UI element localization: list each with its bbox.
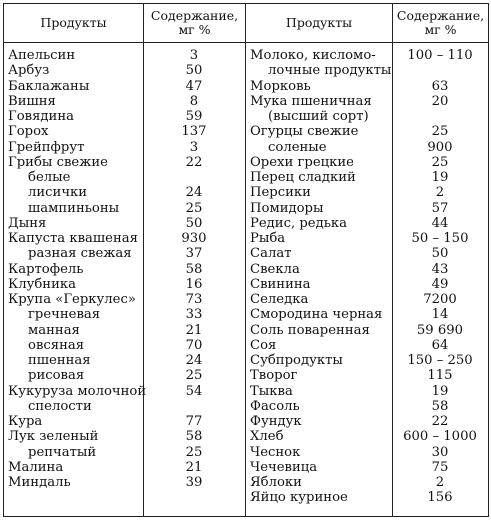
product-name: Смородина черная [250,307,383,323]
product-name: Баклажаны [8,78,90,94]
product-name: Тыква [250,383,293,399]
product-name: Яблоки [250,475,302,490]
product-name: Салат [250,246,292,262]
product-name: Огурцы свежие [250,124,359,140]
product-name: Чечевица [250,459,318,475]
product-name: Рыба [250,231,286,246]
sodium-value: 900 [427,139,453,155]
sodium-value: 8 [189,93,199,109]
sodium-value: 54 [185,383,203,399]
product-name: разная свежая [28,246,132,262]
product-name: лочные продукты [268,63,392,79]
sodium-value: 37 [185,246,203,262]
sodium-value: 30 [431,444,449,460]
sodium-value: 600 – 1000 [403,429,477,445]
sodium-value: 57 [431,200,449,216]
product-name: Миндаль [8,475,71,490]
sodium-value: 50 [185,63,203,79]
sodium-value: 59 [185,109,203,124]
sodium-value: 24 [185,353,203,368]
product-name: Вишня [8,93,56,109]
product-name: Помидоры [250,200,324,216]
product-name: лисички [28,185,88,201]
product-name: шампиньоны [28,200,120,216]
product-name: Творог [250,368,298,384]
sodium-value: 137 [181,124,207,140]
product-name: Селедка [250,292,309,307]
sodium-value: 3 [189,139,199,155]
sodium-value: 47 [185,78,203,94]
sodium-value: 70 [185,337,203,353]
sodium-value: 75 [431,459,449,475]
sodium-value: 20 [431,93,449,109]
sodium-value: 59 690 [416,322,464,338]
product-name: Картофель [8,261,84,277]
product-name: Морковь [250,78,311,94]
sodium-value: 44 [431,215,449,231]
product-name: Фундук [250,414,302,429]
sodium-value: 150 – 250 [407,353,473,368]
product-name: Лук зеленый [8,429,99,445]
product-name: Говядина [8,109,74,124]
sodium-value: 100 – 110 [407,48,473,63]
product-name: манная [28,322,80,338]
product-name: Дыня [8,215,47,231]
product-name: Соя [250,337,277,353]
sodium-value: 115 [427,368,453,384]
sodium-value: 22 [431,414,449,429]
product-name: овсяная [28,337,85,353]
header-content-right [393,4,488,42]
sodium-value: 156 [427,490,453,506]
product-name: Молоко, кисломо- [250,48,376,63]
product-name: гречневая [28,307,101,323]
product-name: Свекла [250,261,300,277]
sodium-value: 7200 [423,292,457,307]
sodium-value: 19 [431,383,449,399]
sodium-value: 43 [431,261,449,277]
header-content-left [144,4,245,42]
sodium-value: 58 [185,261,203,277]
sodium-value: 930 [181,231,207,246]
product-name: Хлеб [250,429,284,445]
sodium-value: 50 [185,215,203,231]
sodium-value: 33 [185,307,203,323]
product-name: Горох [8,124,49,140]
header-products-right: Продукты [285,15,353,30]
product-name: Субпродукты [250,353,343,368]
product-name: Грибы свежие [8,154,108,170]
sodium-value: 21 [185,322,203,338]
sodium-value: 25 [185,444,203,460]
product-name: Фасоль [250,398,300,414]
sodium-value: 24 [185,185,203,201]
product-name: Кура [8,414,43,429]
sodium-value: 50 [431,246,449,262]
sodium-value: 77 [185,414,203,429]
product-name: Орехи грецкие [250,154,354,170]
sodium-value: 14 [431,307,449,323]
sodium-value: 64 [431,337,449,353]
product-name: Яйцо куриное [250,490,348,506]
sodium-value: 49 [431,276,449,292]
product-name: Малина [8,459,64,475]
sodium-value: 58 [185,429,203,445]
product-name: репчатый [28,444,97,460]
sodium-value: 2 [435,475,445,490]
sodium-value: 39 [185,475,203,490]
header-content-unit: мг % [178,22,211,37]
product-name: пшенная [28,353,91,368]
product-name: Редис, редька [250,215,348,231]
product-name: Апельсин [8,48,76,63]
sodium-value: 25 [431,124,449,140]
product-name: (высший сорт) [268,109,369,124]
sodium-value: 25 [185,200,203,216]
sodium-value: 21 [185,459,203,475]
sodium-value: 16 [185,276,203,292]
product-name: Мука пшеничная [250,93,372,109]
sodium-value: 50 – 150 [411,231,469,246]
product-name: Крупа «Геркулес» [8,292,136,307]
product-name: Грейпфрут [8,139,85,155]
sodium-value: 19 [431,170,449,185]
sodium-value: 63 [431,78,449,94]
product-name: соленые [268,139,327,155]
product-name: Чеснок [250,444,301,460]
product-name: Перец сладкий [250,170,356,185]
header-content-label: Содержание, [396,8,485,23]
header-content-unit: мг % [424,22,457,37]
sodium-value: 22 [185,154,203,170]
sodium-value: 25 [431,154,449,170]
sodium-value: 3 [189,48,199,63]
sodium-content-table [3,3,489,517]
product-name: Кукуруза молочной [8,383,147,399]
header-products-left: Продукты [40,15,107,30]
column-divider [245,4,246,516]
product-name: Соль поваренная [250,322,370,338]
sodium-value: 73 [185,292,203,307]
product-name: рисовая [28,368,85,384]
sodium-value: 2 [435,185,445,201]
sodium-value: 25 [185,368,203,384]
product-name: Арбуз [8,63,50,79]
sodium-value: 58 [431,398,449,414]
product-name: Персики [250,185,311,201]
product-name: Свинина [250,276,311,292]
header-content-label: Содержание, [150,8,239,23]
product-name: Капуста квашеная [8,231,138,246]
header-divider [4,42,488,43]
product-name: спелости [28,398,92,414]
product-name: белые [28,170,71,185]
product-name: Клубника [8,276,76,292]
